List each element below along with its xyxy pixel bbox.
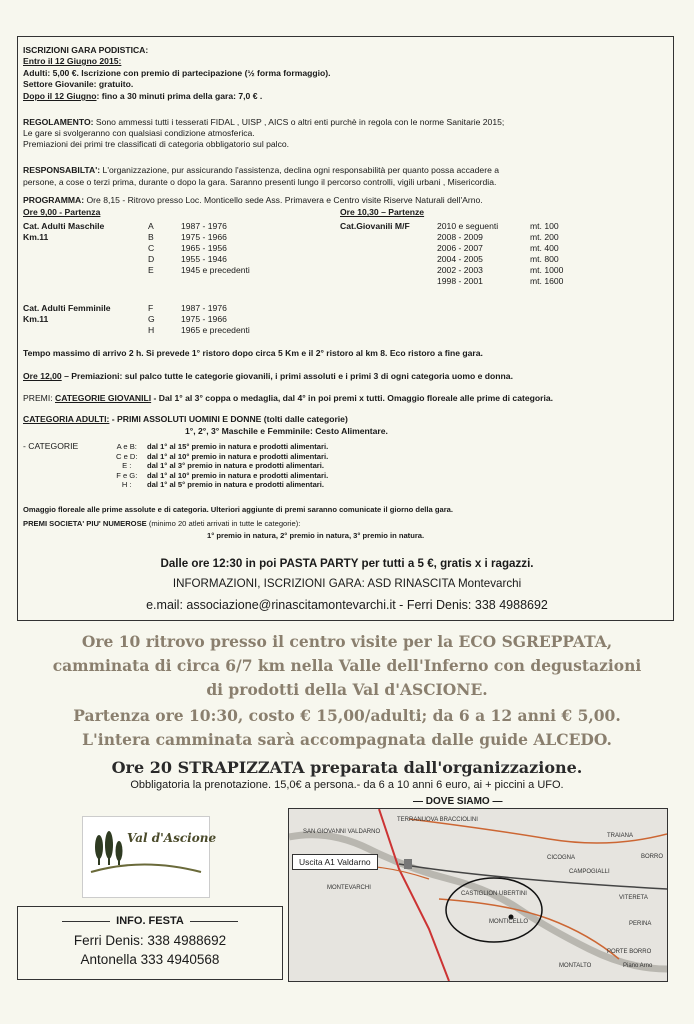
awards-cat-codes (116, 442, 138, 490)
awards-cat-texts (147, 442, 328, 490)
cat-men-code: B (148, 232, 154, 242)
cat-women-code: H (148, 325, 155, 335)
awards-society-text: (minimo 20 atleti arrivati in tutte le categorie): (146, 519, 301, 528)
rules-line2: Le gare si svolgeranno con qualsiasi condizione atmosferica. (23, 128, 255, 138)
awards-youth-prefix: PREMI: (23, 393, 55, 403)
awards-cat-label: - CATEGORIE (23, 441, 79, 451)
awards-cat-text: dal 1° al 5° premio in natura e prodotti alimentari. (147, 480, 324, 489)
map-place: CICOGNA (547, 855, 576, 861)
registration-youth: Settore Giovanile: gratuito. (23, 79, 134, 89)
awards-adult-label: CATEGORIA ADULTI: (23, 414, 110, 424)
cat-youth-dist: mt. 200 (530, 232, 559, 242)
cat-men-code: C (148, 243, 155, 253)
registration-after-label: Dopo il 12 Giugno (23, 91, 97, 101)
info-title-row (18, 915, 282, 927)
cat-men-label: Cat. Adulti Maschile (23, 221, 105, 231)
eco-line-4: Partenza ore 10:30, costo € 15,00/adulti; da 6 a 12 anni € 5,00. (73, 706, 621, 725)
max-time: Tempo massimo di arrivo 2 h. Si prevede 1° ristoro dopo circa 5 Km e il 2° ristoro al km 8. Eco ristoro a fine gara. (23, 348, 483, 358)
rules-line1 (23, 117, 504, 127)
logo-text: Val d'Ascione (127, 831, 217, 845)
registration-adults: Adulti: 5,00 €. Iscrizione con premio di partecipazione (½ forma formaggio). (23, 68, 331, 78)
cat-women-codes (148, 303, 155, 336)
cat-men-year: 1955 - 1946 (181, 254, 227, 264)
cat-women-year: 1987 - 1976 (181, 303, 227, 313)
cat-men-year: 1945 e precedenti (181, 265, 250, 275)
cat-youth-year: 2006 - 2007 (437, 243, 483, 253)
cat-youth-year: 1998 - 2001 (437, 276, 483, 286)
email-contact: e.mail: associazione@rinascitamontevarchi.it - Ferri Denis: 338 4988692 (146, 598, 548, 612)
cat-men-code: D (148, 254, 155, 264)
map-place: MONTEVARCHI (327, 885, 371, 891)
rules-text1: Sono ammessi tutti i tesserati FIDAL , UISP , AICS o altri enti purchè in regola con le norme Sanitarie 2015; (93, 117, 505, 127)
cat-women-code: G (148, 314, 155, 324)
awards-society (23, 519, 300, 529)
registration-title: ISCRIZIONI GARA PODISTICA: (23, 45, 149, 55)
cat-youth-label: Cat.Giovanili M/F (340, 221, 410, 231)
eco-line-3: di prodotti della Val d'ASCIONE. (206, 680, 488, 699)
location-map (288, 808, 668, 982)
rules-label: REGOLAMENTO: (23, 117, 94, 127)
awards-adult (23, 414, 348, 424)
map-place: VITERETA (619, 895, 648, 901)
awards-society-label: PREMI SOCIETA' PIU' NUMEROSE (23, 519, 147, 528)
map-place: PORTE BORRO (607, 949, 652, 955)
awards-youth (23, 393, 553, 403)
strapizzata-note: Obbligatoria la prenotazione. 15,0€ a persona.- da 6 a 10 anni 6 euro, ai + piccini a UFO. (130, 779, 564, 791)
awards-cat-code: A e B: (116, 442, 137, 451)
cat-youth-year: 2008 - 2009 (437, 232, 483, 242)
map-place: MONTALTO (559, 963, 592, 969)
cat-youth-year: 2002 - 2003 (437, 265, 483, 275)
responsibility-text1: L'organizzazione, pur assicurando l'assistenza, declina ogni responsabilità per quanto possa accadere a (100, 165, 500, 175)
cat-men-years (181, 221, 250, 276)
program-text: Ore 8,15 - Ritrovo presso Loc. Monticello sede Ass. Primavera e Centro visite Riserve Naturali dell'Arno. (84, 195, 483, 205)
cat-youth-year: 2004 - 2005 (437, 254, 483, 264)
cat-men-year: 1987 - 1976 (181, 221, 227, 231)
info-line-2: Antonella 333 4940568 (80, 952, 220, 967)
responsibility-line1 (23, 165, 499, 175)
strapizzata-title: Ore 20 STRAPIZZATA preparata dall'organizzazione. (111, 758, 583, 777)
cat-youth-dist: mt. 1600 (530, 276, 564, 286)
awards-adult-text: - PRIMI ASSOLUTI UOMINI E DONNE (tolti dalle categorie) (109, 414, 348, 424)
trees-icon (83, 817, 209, 897)
awards-cat-code: E : (122, 461, 132, 470)
awards-cat-code: F e G: (116, 470, 138, 480)
info-title: INFO. FESTA (116, 915, 184, 927)
map-exit-label: Uscita A1 Valdarno (292, 854, 378, 870)
program-line (23, 195, 483, 205)
cat-women-years (181, 303, 250, 336)
awards-floral: Omaggio floreale alle prime assolute e di categoria. Ulteriori aggiunte di premi saranno comunicate il giorno della gara. (23, 505, 453, 514)
cat-youth-years (437, 221, 498, 287)
awards-cat-text: dal 1° al 15° premio in natura e prodotti alimentari. (147, 442, 329, 451)
registration-after (23, 91, 262, 101)
awards-youth-text: - Dal 1° al 3° coppa o medaglia, dal 4° in poi premi x tutti. Omaggio floreale alle prime di categoria. (151, 393, 554, 403)
awards-cat-text: dal 1° al 3° premio in natura e prodotti alimentari. (147, 461, 324, 470)
map-place: PERINA (629, 921, 652, 927)
eco-line-5: L'intera camminata sarà accompagnata dalle guide ALCEDO. (82, 730, 612, 749)
cat-men-km: Km.11 (23, 232, 49, 242)
cat-men-year: 1975 - 1966 (181, 232, 227, 242)
cat-youth-dist: mt. 400 (530, 243, 559, 253)
rules-line3: Premiazioni dei primi tre classificati di categoria obbligatorio sul palco. (23, 139, 290, 149)
awards-cat-code: H : (121, 480, 132, 489)
map-place: MONTICELLO (489, 919, 529, 925)
map-place: SAN GIOVANNI VALDARNO (303, 829, 381, 835)
cat-men-year: 1965 - 1956 (181, 243, 227, 253)
registration-deadline: Entro il 12 Giugno 2015: (23, 56, 122, 66)
map-place: BORRO (641, 854, 664, 860)
map-place: TRAIANA (607, 833, 634, 839)
eco-line-1: Ore 10 ritrovo presso il centro visite per la ECO SGREPPATA, (81, 632, 613, 651)
map-place: CASTIGLION UBERTINI (461, 891, 527, 897)
awards-cat-text: dal 1° al 10° premio in natura e prodotti alimentari. (147, 451, 329, 461)
awards-society-line2: 1° premio in natura, 2° premio in natura, 3° premio in natura. (207, 531, 425, 540)
pasta-party: Dalle ore 12:30 in poi PASTA PARTY per tutti a 5 €, gratis x i ragazzi. (160, 557, 534, 570)
awards-adult-line2: 1°, 2°, 3° Maschile e Femminile: Cesto Alimentare. (185, 426, 388, 436)
responsibility-line2: persone, a cose o terzi prima, durante o dopo la gara. Saranno presenti lungo il percorso controlli, vigili urbani , Misericordia. (23, 177, 497, 187)
awards-time (23, 371, 513, 381)
val-dascione-logo (82, 816, 217, 898)
awards-youth-label: CATEGORIE GIOVANILI (55, 393, 152, 403)
cat-youth-dist: mt. 100 (530, 221, 559, 231)
cat-youth-dists (530, 221, 563, 287)
cat-youth-dist: mt. 1000 (530, 265, 564, 275)
cat-women-year: 1975 - 1966 (181, 314, 227, 324)
start-adults: Ore 9,00 - Partenza (23, 207, 101, 217)
info-festa-box (17, 906, 283, 980)
cat-women-label: Cat. Adulti Femminile (23, 303, 111, 313)
cat-youth-dist: mt. 800 (530, 254, 559, 264)
cat-women-year: 1965 e precedenti (181, 325, 250, 335)
map-place: TERRANUOVA BRACCIOLINI (397, 817, 478, 823)
cat-men-code: A (148, 221, 154, 231)
registration-after-text: : fino a 30 minuti prima della gara: 7,0 € . (96, 91, 263, 101)
responsibility-label: RESPONSABILTA': (23, 165, 101, 175)
awards-time-text: – Premiazioni: sul palco tutte le categorie giovanili, i primi assoluti e i primi 3 di ogni categoria uomo e donna. (61, 371, 513, 381)
cat-youth-year: 2010 e seguenti (437, 221, 499, 231)
map-place: Piano Arno (623, 963, 653, 969)
cat-men-code: E (148, 265, 154, 275)
map-place: CAMPOGIALLI (569, 869, 610, 875)
cat-men-codes (148, 221, 154, 276)
awards-cat-text: dal 1° al 10° premio in natura e prodotti alimentari. (147, 470, 329, 480)
start-youth: Ore 10,30 – Partenze (340, 207, 425, 217)
info-line-1: Ferri Denis: 338 4988692 (73, 933, 227, 948)
eco-line-2: camminata di circa 6/7 km nella Valle dell'Inferno con degustazioni (52, 656, 642, 675)
cat-women-code: F (148, 303, 154, 313)
cat-women-km: Km.11 (23, 314, 49, 324)
program-label: PROGRAMMA: (23, 195, 85, 205)
awards-time-label: Ore 12,00 (23, 371, 62, 381)
map-title: — DOVE SIAMO — (413, 796, 503, 807)
race-info-contact: INFORMAZIONI, ISCRIZIONI GARA: ASD RINASCITA Montevarchi (172, 577, 522, 590)
awards-cat-code: C e D: (116, 451, 138, 461)
